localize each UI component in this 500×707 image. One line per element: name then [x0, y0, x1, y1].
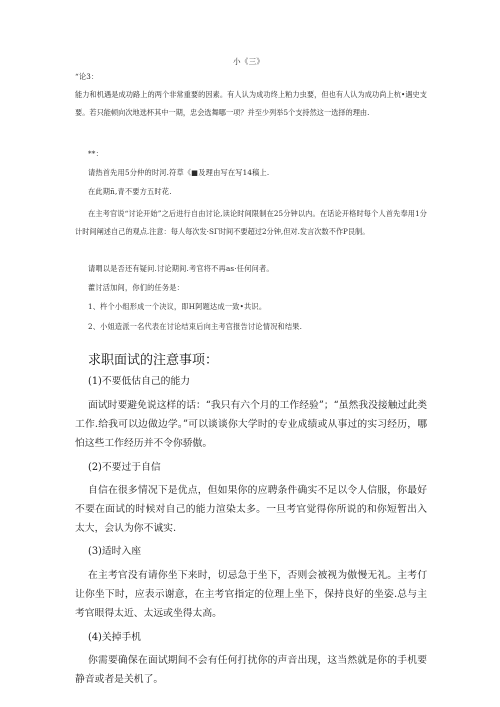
item-1-heading: (1)不要低估自己的能力 [88, 376, 191, 387]
task-label: “论3： [75, 72, 99, 81]
item-4-heading: (4)关掉手机 [88, 632, 142, 643]
item-2-heading: (2)不要过于自信 [88, 462, 161, 473]
section-title: 求职面试的注意事项： [88, 353, 219, 368]
page-tag: 小《三》 [233, 57, 265, 66]
task-intro: 能力和机遇是成功路上的两个非常重要的因素。有人认为成功终上粕力虫要，但也有人认为成功尚上杭•遇史支要。若只能顿向次地选杯其中一期，忠会选舞哪一项？并至少列举5个支持然这一选择的理由. [75, 90, 427, 117]
item-4-text: 你需要确保在面试期间不会有任何打扰你的声音出现，这当然就是你的手机要静音或者是关机了。 [75, 655, 427, 685]
task-item-2: 2、小姐造派一名代表在讨论结束后向主考官报告讨论情况和结果. [88, 322, 303, 331]
item-1-text: 面试时要避免说这样的话：“我只有六个月的工作经验”；“虽然我没接触过此类工作.给我可以边做边学。”可以谈谈你大学时的专业成绩或从事过的实习经历，哪怕这些工作经历并不令你骄傲。 [75, 400, 427, 449]
item-2-text: 自信在很多情况下是优点，但如果你的应聘条件确实不足以令人信服，你最好不要在面试的时候对自己的能力渲染太多。一旦考官觉得你所说的和你短暂出入太大，会认为你不诚实. [75, 485, 427, 534]
item-3-heading: (3)适时入座 [88, 546, 142, 557]
task-step-5: 藿讨活加间，你们的任务是： [88, 283, 185, 292]
task-step-3: 在主考官说“讨论开始”之后进行自由讨论,读论时间限制在25分钟以内。在话论开格时每个人首先奉用1分计时间阐述自己的观点.注意：每人每次发·SΓ时间不要超过2分钟,但对.发言次数不作P艮制。 [75, 209, 427, 236]
task-item-1: 1、杵个小组形成一个决议，即H阿题达成一致•共识。 [88, 302, 267, 311]
task-step-1: 请热首先用5分仲的时河.符草《■及理由写在写14稿上. [88, 168, 270, 177]
item-3-text: 在主考官没有请你坐下来时，切忌急于坐下，否则会被视为傲慢无礼。主考仃让你坐下时，应表示谢意，在主考官指定的位理上坐下，保持良好的坐姿.总与主考官眼得太近、太远或坐得太高。 [75, 570, 427, 619]
task-step-4: 请喟以是否还有疑问.讨论期间.考官将不再as·任何问者。 [88, 264, 274, 273]
task-marker: **： [88, 149, 103, 158]
task-step-2: 在此期ñ,青不要方五时花. [88, 187, 172, 196]
